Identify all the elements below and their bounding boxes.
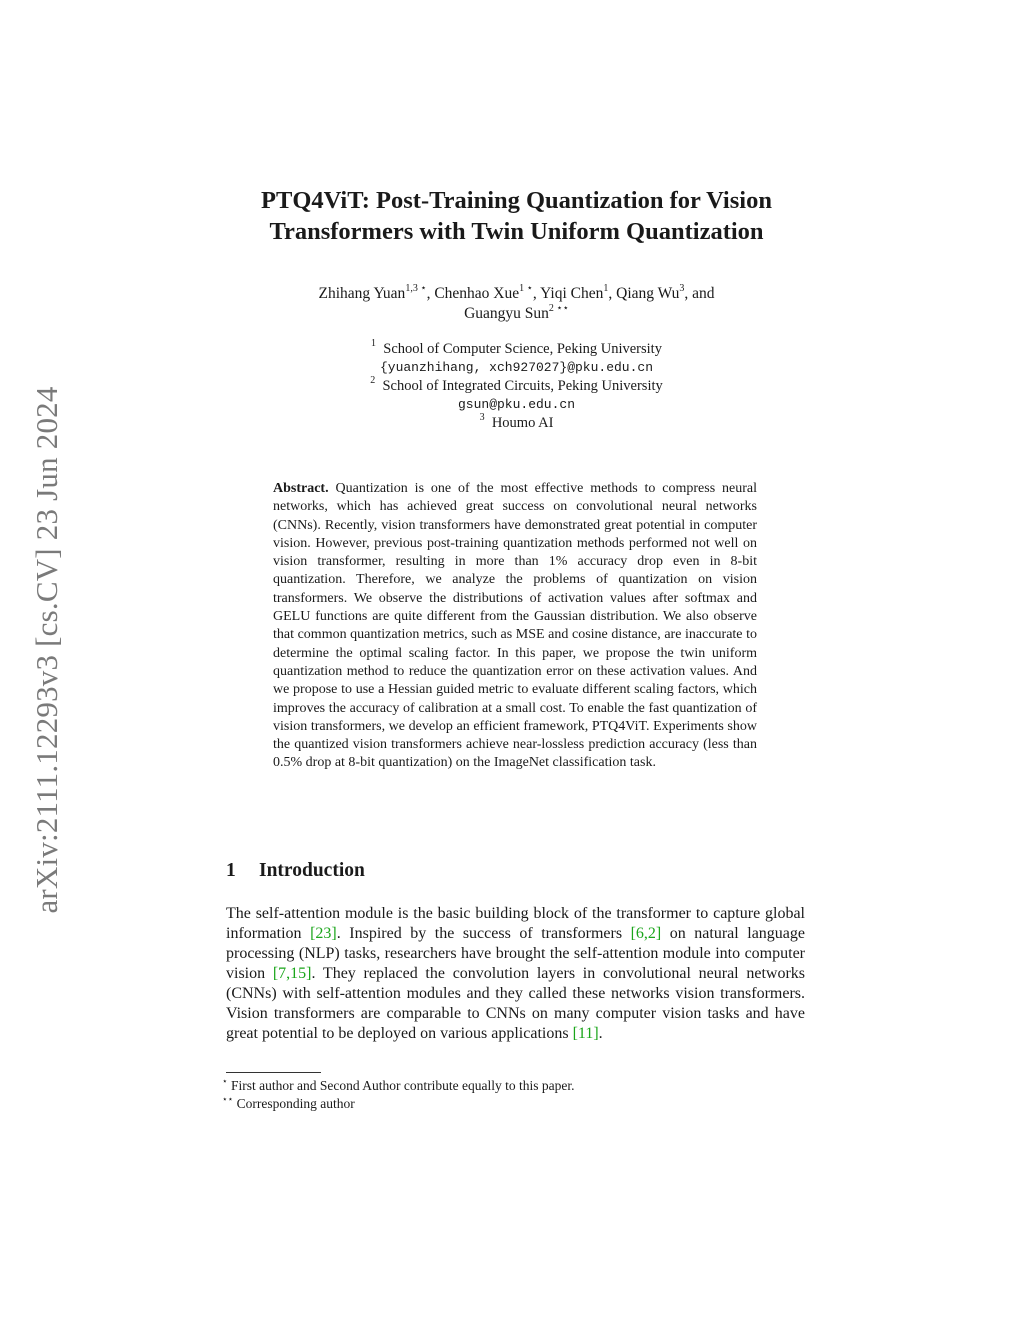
- footnote: [222, 1095, 574, 1113]
- intro-text: on natural language processing (NLP) tasks, researchers have brought the self-attention module into computer vision: [226, 925, 806, 982]
- arxiv-identifier: arXiv:2111.12293v3 [cs.CV] 23 Jun 2024: [29, 386, 64, 914]
- affiliation-email: gsun@pku.edu.cn: [457, 396, 576, 412]
- section-heading: [226, 860, 365, 882]
- footnotes: [222, 1077, 574, 1113]
- author-name: Guangyu Sun: [464, 305, 549, 322]
- author-name: Chenhao Xue: [434, 285, 520, 302]
- author-affil-sup: 2: [548, 302, 554, 314]
- citation-link[interactable]: [6,2]: [630, 925, 662, 942]
- affiliation-email: {yuanzhihang, xch927027}@pku.edu.cn: [379, 359, 654, 375]
- affiliation-number: 1: [371, 338, 377, 350]
- section-number: 1: [226, 860, 236, 881]
- citation-link[interactable]: [7,15]: [272, 965, 312, 982]
- affiliation-number: 3: [479, 412, 485, 424]
- intro-text: The self-attention module is the basic building block of the transformer to capture global information: [226, 905, 805, 942]
- affiliation-name: School of Computer Science, Peking University: [383, 341, 662, 357]
- author-conjunction: and: [692, 285, 715, 302]
- author-mark: ⋆⋆: [556, 302, 569, 314]
- intro-text: .: [598, 1025, 603, 1042]
- affiliation-name: Houmo AI: [491, 415, 554, 431]
- footnote-text: Corresponding author: [236, 1096, 355, 1111]
- affiliation-name: School of Integrated Circuits, Peking University: [382, 378, 663, 394]
- author-name: Qiang Wu: [616, 285, 680, 302]
- abstract-text: Quantization is one of the most effective methods to compress neural networks, which has achieved great success on convolutional neural networks (CNNs). Recently, vision transformers have demonstrated great potential in computer vision. However, previous post-training quantization methods performed not well on vision transformer, resulting in more than 1% accuracy drop even in 8-bit quantization. Therefore, we analyze the problems of quantization on vision transformers. We observe the distributions of activation values after softmax and GELU functions are quite different from the Gaussian distribution. We also observe that common quantization metrics, such as MSE and cosine distance, are inaccurate to determine the optimal scaling factor. In this paper, we propose the twin uniform quantization method to reduce the quantization error on these activation values. And we propose to use a Hessian guided metric to evaluate different scaling factors, which improves the accuracy of calibration at a small cost. To enable the fast quantization of vision transformers, we develop an efficient framework, PTQ4ViT. Experiments show the quantized vision transformers achieve near-lossless prediction accuracy (less than 0.5% drop at 8-bit quantization) on the ImageNet classification task.: [273, 481, 758, 771]
- author-affil-sup: 1: [603, 282, 609, 294]
- author-mark: ⋆: [526, 282, 533, 294]
- footnote-divider: [226, 1072, 321, 1073]
- citation-link[interactable]: [11]: [572, 1025, 599, 1042]
- intro-text: . They replaced the convolution layers in convolutional neural networks (CNNs) with self-attention modules and they called these networks vision transformers. Vision transformers are comparable to CNNs on many computer vision tasks and have great potential to be deployed on various applications: [226, 965, 805, 1042]
- section-title: Introduction: [259, 860, 365, 881]
- affiliations: [250, 340, 783, 433]
- footnote: [222, 1077, 574, 1095]
- affiliation-number: 2: [370, 375, 376, 387]
- abstract: [273, 480, 757, 773]
- citation-link[interactable]: [23]: [310, 925, 337, 942]
- footnote-text: First author and Second Author contribute equally to this paper.: [231, 1078, 575, 1093]
- author-name: Zhihang Yuan: [318, 285, 406, 302]
- author-affil-sup: 1,3: [405, 282, 418, 294]
- intro-paragraph: [226, 904, 805, 1044]
- author-list: Zhihang Yuan$^{1,3 ⋆}$, Chenhao Xue$^{1 ⋆}$, Yiqi Chen$^1$, Qiang Wu$^3$, and Guangyu Sun$^{2 ⋆⋆}$: [318, 282, 715, 322]
- title-line-2: Transformers with Twin Uniform Quantization: [269, 218, 764, 245]
- author-affil-sup: 1: [519, 282, 525, 294]
- author-affil-sup: 3: [679, 282, 685, 294]
- author-name: Yiqi Chen: [540, 285, 604, 302]
- intro-text: . Inspired by the success of transformers: [336, 925, 631, 942]
- footnote-mark: ⋆: [222, 1075, 228, 1086]
- paper-title: [150, 185, 883, 247]
- author-mark: ⋆: [420, 282, 427, 294]
- arxiv-sidebar-stamp: [22, 355, 72, 945]
- abstract-label: Abstract.: [273, 481, 329, 496]
- footnote-mark: ⋆⋆: [222, 1093, 234, 1104]
- title-line-1: PTQ4ViT: Post-Training Quantization for Vision: [261, 187, 772, 214]
